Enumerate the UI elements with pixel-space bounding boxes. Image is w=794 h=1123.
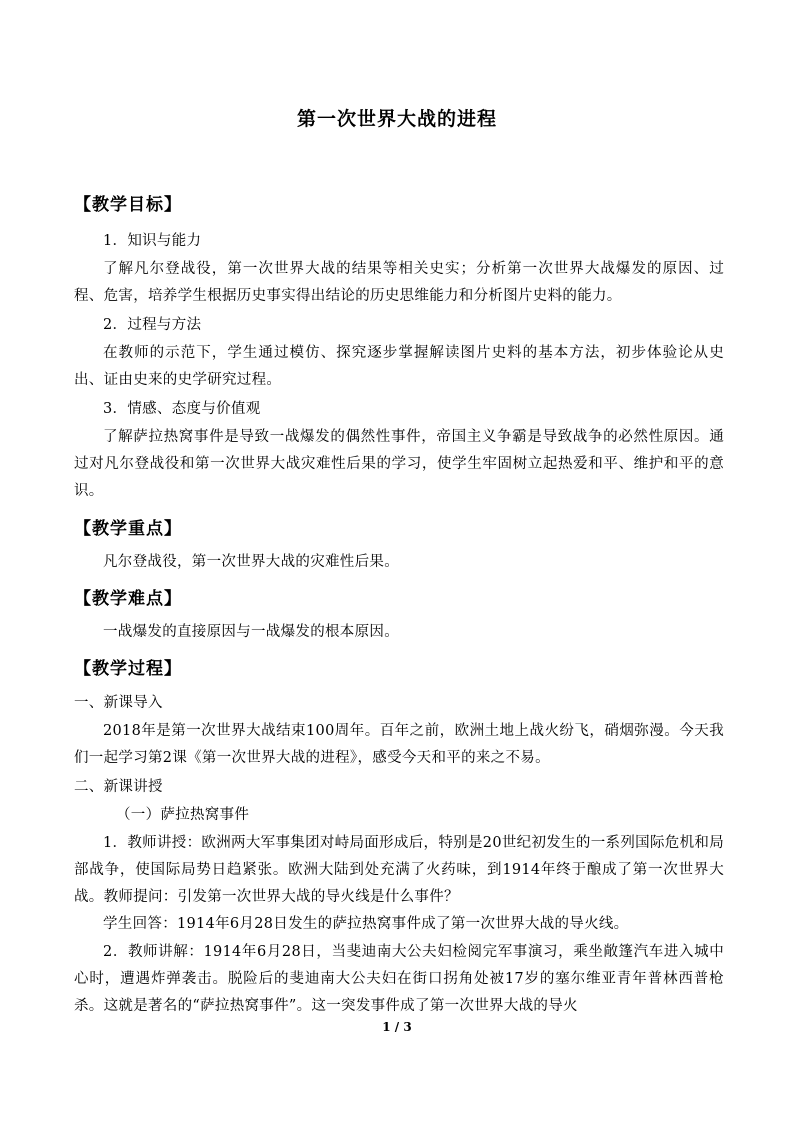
document-title: 第一次世界大战的进程 (296, 108, 497, 130)
subsection1-paragraph2: 学生回答：1914年6月28日发生的萨拉热窝事件成了第一次世界大战的导火线。 (103, 916, 629, 932)
goal3-text: 了解萨拉热窝事件是导致一战爆发的偶然性事件，帝国主义争霸是导致战争的必然性原因。通过对凡尔登战役和第一次世界大战灾难性后果的学习，使学生牢固树立起热爱和平、维护和平的意识。 (74, 429, 724, 499)
heading-teaching-goals: 【教学目标】 (74, 195, 182, 215)
goal2-label: 2．过程与方法 (103, 317, 202, 333)
goal1-label: 1．知识与能力 (103, 233, 202, 249)
goal1-text: 了解凡尔登战役，第一次世界大战的结果等相关史实；分析第一次世界大战爆发的原因、过程、危害，培养学生根据历史事实得出结论的历史思维能力和分析图片史料的能力。 (74, 261, 724, 304)
heading-difficult-points: 【教学难点】 (74, 589, 182, 609)
goal3-label: 3．情感、态度与价值观 (103, 401, 261, 417)
subsection1-paragraph3: 2．教师讲解：1914年6月28日，当斐迪南大公夫妇检阅完军事演习，乘坐敞篷汽车进入城中心时，遭遇炸弹袭击。脱险后的斐迪南大公夫妇在街口拐角处被17岁的塞尔维亚青年普林西普枪杀。这就是著名的“萨拉热窝事件”。这一突发事件成了第一次世界大战的导火 (74, 944, 724, 1014)
key-points-text: 凡尔登战役，第一次世界大战的灾难性后果。 (103, 554, 399, 570)
part1-label: 一、新课导入 (74, 695, 163, 711)
goal2-text: 在教师的示范下，学生通过模仿、探究逐步掌握解读图片史料的基本方法，初步体验论从史出、证由史来的史学研究过程。 (74, 345, 724, 388)
difficult-points-text: 一战爆发的直接原因与一战爆发的根本原因。 (103, 624, 399, 640)
page-number: 1 / 3 (382, 1020, 412, 1034)
part1-text: 2018年是第一次世界大战结束100周年。百年之前，欧洲土地上战火纷飞，硝烟弥漫。今天我们一起学习第2课《第一次世界大战的进程》，感受今天和平的来之不易。 (74, 723, 724, 766)
subsection1-paragraph1: 1．教师讲授：欧洲两大军事集团对峙局面形成后，特别是20世纪初发生的一系列国际危机和局部战争，使国际局势日趋紧张。欧洲大陆到处充满了火药味，到1914年终于酿成了第一次世界大战。教师提问：引发第一次世界大战的导火线是什么事件？ (74, 835, 724, 905)
part2-label: 二、新课讲授 (74, 779, 163, 795)
subsection1-label: （一）萨拉热窝事件 (116, 807, 250, 823)
heading-teaching-process: 【教学过程】 (74, 659, 182, 679)
heading-key-points: 【教学重点】 (74, 519, 182, 539)
